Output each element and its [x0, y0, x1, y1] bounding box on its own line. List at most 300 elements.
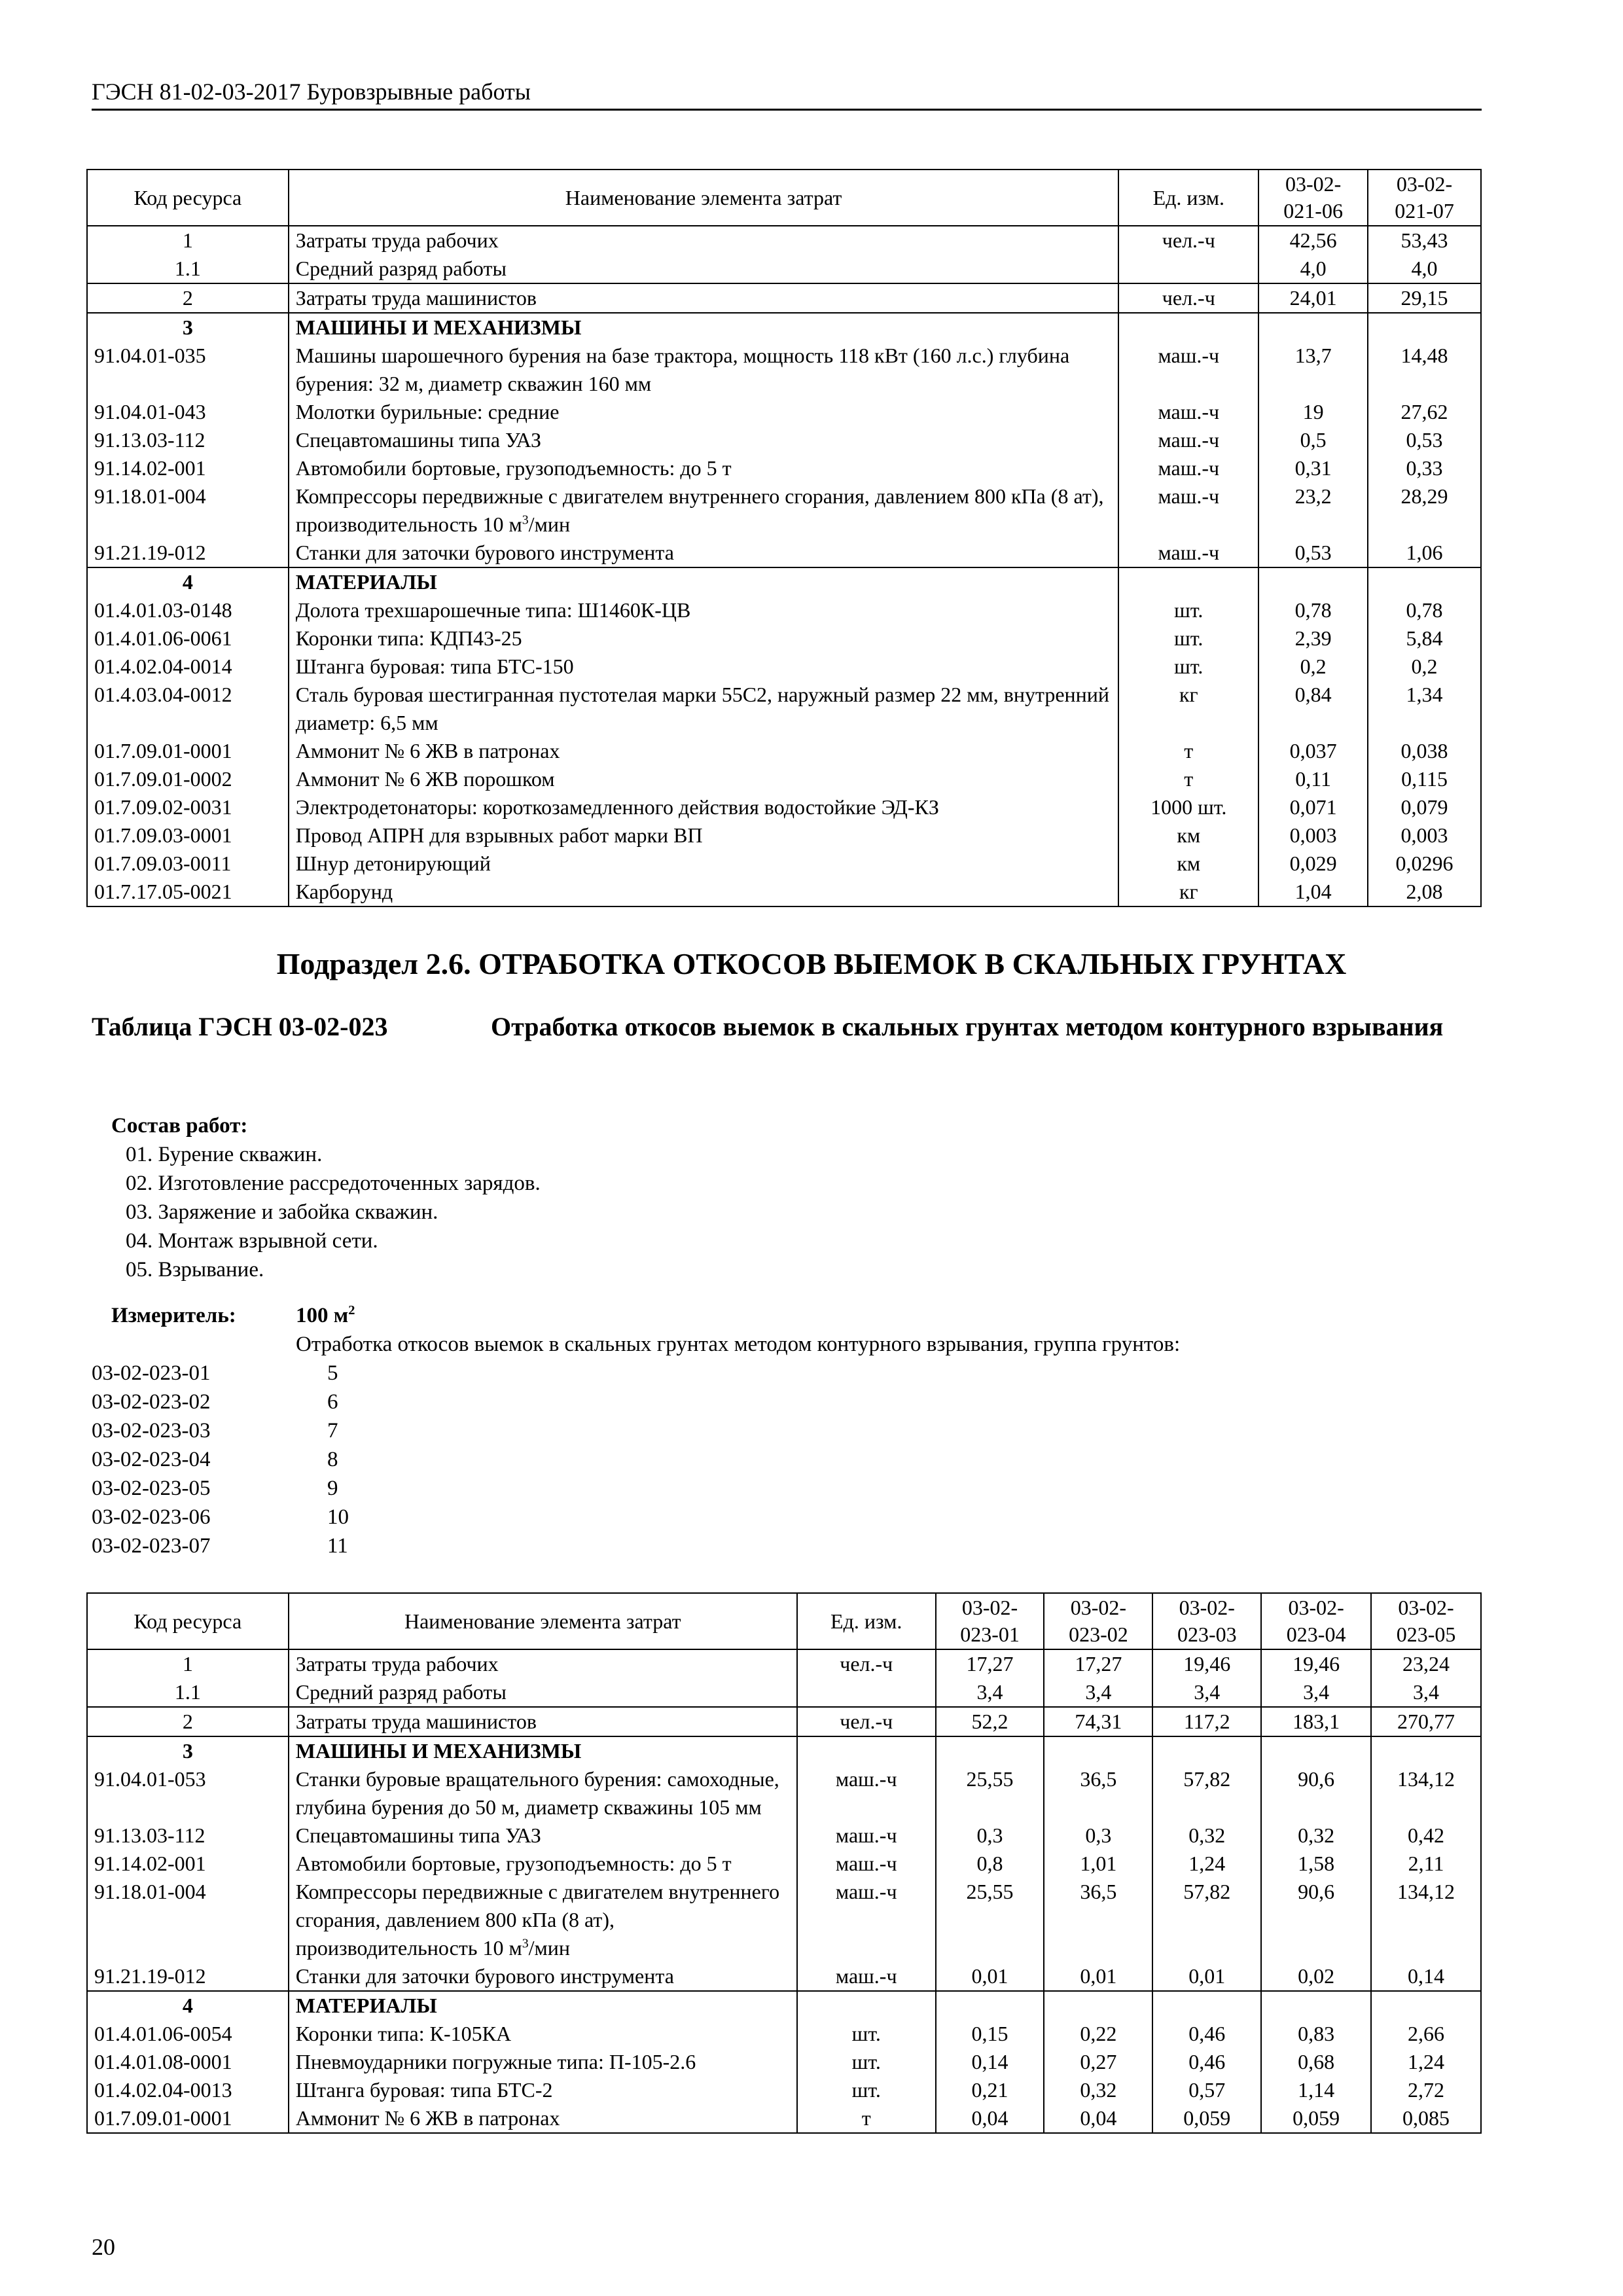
resource-value: 42,56 [1258, 226, 1368, 255]
resource-value: 0,5 [1258, 426, 1368, 454]
resource-value: 0,22 [1044, 2020, 1152, 2048]
resource-value: 0,01 [1044, 1962, 1152, 1991]
resource-name: Шнур детонирующий [289, 850, 1119, 878]
resource-value: 0,78 [1368, 596, 1481, 624]
resource-value: 0,04 [1044, 2104, 1152, 2133]
resource-value [936, 1736, 1044, 1765]
resource-code: 91.13.03-112 [87, 1821, 289, 1850]
resource-value: 270,77 [1371, 1707, 1481, 1736]
resource-unit: кг [1118, 681, 1258, 737]
resource-table-03-02-021 [86, 169, 1482, 907]
resource-value [1258, 567, 1368, 596]
table-row [87, 255, 1481, 283]
resource-value: 25,55 [936, 1765, 1044, 1821]
resource-name: МАШИНЫ И МЕХАНИЗМЫ [289, 313, 1119, 342]
measure-description: Отработка откосов выемок в скальных грунтах методом контурного взрывания, группа грунтов: [296, 1333, 1181, 1356]
resource-code: 1 [87, 1649, 289, 1678]
resource-code: 1.1 [87, 1678, 289, 1707]
resource-code: 91.18.01-004 [87, 482, 289, 539]
resource-value: 0,42 [1371, 1821, 1481, 1850]
resource-unit: шт. [797, 2048, 936, 2076]
resource-value: 19 [1258, 398, 1368, 426]
resource-value: 0,059 [1261, 2104, 1371, 2133]
resource-value: 0,68 [1261, 2048, 1371, 2076]
resource-value: 24,01 [1258, 283, 1368, 313]
running-header: ГЭСН 81-02-03-2017 Буровзрывные работы [92, 77, 1482, 111]
resource-value: 14,48 [1368, 342, 1481, 398]
table-row [87, 878, 1481, 906]
resource-value: 2,39 [1258, 624, 1368, 653]
resource-value: 117,2 [1152, 1707, 1261, 1736]
table-row [87, 653, 1481, 681]
resource-code: 01.7.09.01-0001 [87, 737, 289, 765]
resource-value: 0,8 [936, 1850, 1044, 1878]
table-body [87, 1649, 1481, 2133]
resource-name: МАШИНЫ И МЕХАНИЗМЫ [289, 1736, 797, 1765]
resource-unit [1118, 567, 1258, 596]
header-col: 03-02- 023-05 [1371, 1593, 1481, 1649]
resource-code: 1.1 [87, 255, 289, 283]
resource-unit [797, 1991, 936, 2020]
resource-value: 36,5 [1044, 1765, 1152, 1821]
table-row [87, 342, 1481, 398]
resource-value: 0,0296 [1368, 850, 1481, 878]
measure-row [92, 1445, 484, 1474]
table-row [87, 226, 1481, 255]
resource-code: 01.7.17.05-0021 [87, 878, 289, 906]
resource-name: Станки буровые вращательного бурения: самоходные, глубина бурения до 50 м, диаметр скважины 105 мм [289, 1765, 797, 1821]
measure-row [92, 1416, 484, 1445]
resource-value: 0,57 [1152, 2076, 1261, 2104]
resource-value [1261, 1736, 1371, 1765]
resource-value: 0,003 [1368, 821, 1481, 850]
measure-row [92, 1359, 484, 1388]
resource-value: 19,46 [1261, 1649, 1371, 1678]
resource-unit: шт. [797, 2076, 936, 2104]
resource-value: 2,66 [1371, 2020, 1481, 2048]
resource-name: Молотки бурильные: средние [289, 398, 1119, 426]
table-row [87, 283, 1481, 313]
header-col: 03-02- 021-07 [1368, 170, 1481, 226]
resource-code: 01.7.09.01-0002 [87, 765, 289, 793]
resource-name: МАТЕРИАЛЫ [289, 567, 1119, 596]
resource-value: 0,46 [1152, 2020, 1261, 2048]
resource-unit: чел.-ч [1118, 283, 1258, 313]
measure-code: 03-02-023-04 [92, 1448, 211, 1471]
measure-group: 7 [327, 1419, 338, 1443]
resource-name: Машины шарошечного бурения на базе трактора, мощность 118 кВт (160 л.с.) глубина бурения: 32 м, диаметр скважин 160 мм [289, 342, 1119, 398]
measure-code: 03-02-023-06 [92, 1505, 211, 1529]
resource-unit: маш.-ч [1118, 482, 1258, 539]
resource-unit: маш.-ч [797, 1765, 936, 1821]
resource-value [1368, 567, 1481, 596]
resource-code: 01.4.03.04-0012 [87, 681, 289, 737]
resource-value: 3,4 [936, 1678, 1044, 1707]
table-row [87, 2048, 1481, 2076]
table-row [87, 681, 1481, 737]
resource-unit: т [1118, 765, 1258, 793]
resource-value [1152, 1991, 1261, 2020]
resource-value: 0,21 [936, 2076, 1044, 2104]
measure-group: 11 [327, 1534, 348, 1558]
resource-value: 3,4 [1261, 1678, 1371, 1707]
resource-code: 91.04.01-053 [87, 1765, 289, 1821]
resource-name: Компрессоры передвижные с двигателем внутреннего сгорания, давлением 800 кПа (8 ат), производительность 10 $м^3$/мин [289, 1878, 797, 1962]
resource-name: Автомобили бортовые, грузоподъемность: до 5 т [289, 454, 1119, 482]
resource-value [1152, 1736, 1261, 1765]
header-col: 03-02- 023-01 [936, 1593, 1044, 1649]
resource-value: 0,037 [1258, 737, 1368, 765]
table-row [87, 765, 1481, 793]
resource-value: 0,2 [1258, 653, 1368, 681]
resource-name: Автомобили бортовые, грузоподъемность: до 5 т [289, 1850, 797, 1878]
resource-name: Коронки типа: К-105КА [289, 2020, 797, 2048]
resource-code: 91.14.02-001 [87, 1850, 289, 1878]
resource-value: 1,58 [1261, 1850, 1371, 1878]
table-row [87, 850, 1481, 878]
resource-unit: шт. [1118, 653, 1258, 681]
resource-name: Долота трехшарошечные типа: Ш1460К-ЦВ [289, 596, 1119, 624]
header-col: 03-02- 023-04 [1261, 1593, 1371, 1649]
resource-value: 134,12 [1371, 1765, 1481, 1821]
resource-unit: маш.-ч [797, 1821, 936, 1850]
measure-label: Измеритель: [111, 1304, 236, 1327]
table-row [87, 567, 1481, 596]
resource-value: 0,3 [936, 1821, 1044, 1850]
resource-code: 91.04.01-043 [87, 398, 289, 426]
measure-rows [92, 1359, 484, 1560]
resource-name: Средний разряд работы [289, 1678, 797, 1707]
header-col: 03-02- 023-03 [1152, 1593, 1261, 1649]
resource-unit: т [797, 2104, 936, 2133]
resource-code: 1 [87, 226, 289, 255]
resource-name: Компрессоры передвижные с двигателем внутреннего сгорания, давлением 800 кПа (8 ат), производительность 10 $м^3$/мин [289, 482, 1119, 539]
resource-value [1044, 1736, 1152, 1765]
measure-group: 5 [327, 1361, 338, 1385]
resource-unit: кг [1118, 878, 1258, 906]
resource-code: 91.18.01-004 [87, 1878, 289, 1962]
resource-code: 01.7.09.01-0001 [87, 2104, 289, 2133]
works-item: 04. Монтаж взрывной сети. [126, 1229, 378, 1253]
header-col: 03-02- 023-02 [1044, 1593, 1152, 1649]
measure-code: 03-02-023-07 [92, 1534, 211, 1558]
resource-unit: маш.-ч [1118, 539, 1258, 567]
resource-unit: маш.-ч [797, 1878, 936, 1962]
works-item: 05. Взрывание. [126, 1258, 264, 1282]
resource-unit: км [1118, 821, 1258, 850]
resource-code: 01.4.01.08-0001 [87, 2048, 289, 2076]
resource-code: 3 [87, 313, 289, 342]
resource-name: Средний разряд работы [289, 255, 1119, 283]
resource-value: 0,059 [1152, 2104, 1261, 2133]
table-row [87, 1678, 1481, 1707]
page-number: 20 [92, 2234, 115, 2260]
resource-code: 01.7.09.03-0011 [87, 850, 289, 878]
resource-name: Пневмоударники погружные типа: П-105-2.6 [289, 2048, 797, 2076]
table-row [87, 1707, 1481, 1736]
resource-value: 57,82 [1152, 1765, 1261, 1821]
resource-table-03-02-023 [86, 1592, 1482, 2134]
resource-unit: чел.-ч [797, 1707, 936, 1736]
works-title: Состав работ: [111, 1114, 248, 1138]
works-item: 01. Бурение скважин. [126, 1143, 323, 1166]
table-row [87, 313, 1481, 342]
resource-value: 0,01 [1152, 1962, 1261, 1991]
resource-value: 17,27 [1044, 1649, 1152, 1678]
resource-name: Станки для заточки бурового инструмента [289, 539, 1119, 567]
header-code: Код ресурса [87, 1593, 289, 1649]
resource-name: Карборунд [289, 878, 1119, 906]
measure-code: 03-02-023-03 [92, 1419, 211, 1443]
resource-value: 1,01 [1044, 1850, 1152, 1878]
table-row [87, 482, 1481, 539]
table-row [87, 1649, 1481, 1678]
resource-value [1044, 1991, 1152, 2020]
resource-value: 183,1 [1261, 1707, 1371, 1736]
resource-code: 01.4.02.04-0013 [87, 2076, 289, 2104]
resource-value: 2,72 [1371, 2076, 1481, 2104]
resource-value: 0,32 [1261, 1821, 1371, 1850]
resource-unit: км [1118, 850, 1258, 878]
resource-code: 91.13.03-112 [87, 426, 289, 454]
resource-unit: маш.-ч [1118, 454, 1258, 482]
resource-value: 1,24 [1152, 1850, 1261, 1878]
table-row [87, 454, 1481, 482]
resource-unit: шт. [797, 2020, 936, 2048]
resource-value: 4,0 [1258, 255, 1368, 283]
measure-row [92, 1474, 484, 1503]
resource-value: 23,2 [1258, 482, 1368, 539]
table-row [87, 2020, 1481, 2048]
table-row [87, 2104, 1481, 2133]
resource-unit [797, 1678, 936, 1707]
resource-name: Спецавтомашины типа УАЗ [289, 426, 1119, 454]
resource-unit [797, 1736, 936, 1765]
resource-value: 1,04 [1258, 878, 1368, 906]
resource-name: Электродетонаторы: короткозамедленного действия водостойкие ЭД-КЗ [289, 793, 1119, 821]
resource-unit: шт. [1118, 624, 1258, 653]
table-row [87, 539, 1481, 567]
resource-value: 2,08 [1368, 878, 1481, 906]
resource-code: 01.4.01.03-0148 [87, 596, 289, 624]
resource-value [1368, 313, 1481, 342]
table-header-row [87, 170, 1481, 226]
measure-group: 9 [327, 1477, 338, 1500]
resource-code: 91.14.02-001 [87, 454, 289, 482]
measure-group: 8 [327, 1448, 338, 1471]
resource-value: 0,32 [1044, 2076, 1152, 2104]
resource-unit: чел.-ч [1118, 226, 1258, 255]
resource-unit: маш.-ч [1118, 342, 1258, 398]
header-name: Наименование элемента затрат [289, 170, 1119, 226]
table-label: Таблица ГЭСН 03-02-023 [92, 1012, 388, 1041]
resource-value: 25,55 [936, 1878, 1044, 1962]
resource-value: 23,24 [1371, 1649, 1481, 1678]
resource-value: 134,12 [1371, 1878, 1481, 1962]
resource-value: 0,31 [1258, 454, 1368, 482]
resource-value: 0,071 [1258, 793, 1368, 821]
resource-code: 91.21.19-012 [87, 539, 289, 567]
measure-group: 10 [327, 1505, 349, 1529]
resource-name: Коронки типа: КДП43-25 [289, 624, 1119, 653]
resource-value: 74,31 [1044, 1707, 1152, 1736]
resource-value: 0,27 [1044, 2048, 1152, 2076]
resource-unit [1118, 313, 1258, 342]
resource-value: 0,079 [1368, 793, 1481, 821]
table-row [87, 821, 1481, 850]
measure-row [92, 1503, 484, 1532]
resource-value: 0,029 [1258, 850, 1368, 878]
resource-value: 0,085 [1371, 2104, 1481, 2133]
measure-code: 03-02-023-01 [92, 1361, 211, 1385]
resource-value: 1,34 [1368, 681, 1481, 737]
resource-value: 13,7 [1258, 342, 1368, 398]
measure-row [92, 1532, 484, 1560]
resource-unit: маш.-ч [797, 1962, 936, 1991]
resource-value: 0,038 [1368, 737, 1481, 765]
resource-name: Штанга буровая: типа БТС-150 [289, 653, 1119, 681]
resource-value: 90,6 [1261, 1878, 1371, 1962]
resource-value: 0,003 [1258, 821, 1368, 850]
resource-value: 5,84 [1368, 624, 1481, 653]
measure-code: 03-02-023-02 [92, 1390, 211, 1414]
resource-value: 3,4 [1371, 1678, 1481, 1707]
resource-name: Станки для заточки бурового инструмента [289, 1962, 797, 1991]
resource-value: 28,29 [1368, 482, 1481, 539]
resource-name: Аммонит № 6 ЖВ порошком [289, 765, 1119, 793]
resource-value [1371, 1736, 1481, 1765]
table-row [87, 426, 1481, 454]
resource-value: 0,115 [1368, 765, 1481, 793]
resource-name: Затраты труда рабочих [289, 226, 1119, 255]
resource-unit: маш.-ч [1118, 426, 1258, 454]
measure-group: 6 [327, 1390, 338, 1414]
resource-unit: чел.-ч [797, 1649, 936, 1678]
resource-value: 0,33 [1368, 454, 1481, 482]
resource-value: 1,14 [1261, 2076, 1371, 2104]
table-row [87, 1878, 1481, 1962]
resource-value: 90,6 [1261, 1765, 1371, 1821]
resource-name: Затраты труда машинистов [289, 1707, 797, 1736]
table-row [87, 1765, 1481, 1821]
resource-unit: маш.-ч [797, 1850, 936, 1878]
table-row [87, 596, 1481, 624]
resource-value: 1,06 [1368, 539, 1481, 567]
resource-value: 53,43 [1368, 226, 1481, 255]
resource-value: 52,2 [936, 1707, 1044, 1736]
resource-value: 0,15 [936, 2020, 1044, 2048]
resource-code: 2 [87, 1707, 289, 1736]
resource-value: 27,62 [1368, 398, 1481, 426]
header-col: 03-02- 021-06 [1258, 170, 1368, 226]
resource-value: 0,3 [1044, 1821, 1152, 1850]
table-row [87, 1821, 1481, 1850]
resource-code: 01.4.01.06-0054 [87, 2020, 289, 2048]
resource-value [1258, 313, 1368, 342]
table-body [87, 226, 1481, 906]
resource-value: 0,84 [1258, 681, 1368, 737]
resource-name: Сталь буровая шестигранная пустотелая марки 55С2, наружный размер 22 мм, внутренний диаметр: 6,5 мм [289, 681, 1119, 737]
resource-unit: маш.-ч [1118, 398, 1258, 426]
table-row [87, 737, 1481, 765]
resource-value: 3,4 [1152, 1678, 1261, 1707]
header-name: Наименование элемента затрат [289, 1593, 797, 1649]
resource-value: 0,02 [1261, 1962, 1371, 1991]
resource-value: 1,24 [1371, 2048, 1481, 2076]
resource-value: 0,01 [936, 1962, 1044, 1991]
resource-value [936, 1991, 1044, 2020]
resource-unit [1118, 255, 1258, 283]
resource-unit: т [1118, 737, 1258, 765]
resource-value: 29,15 [1368, 283, 1481, 313]
measure-row [92, 1388, 484, 1416]
resource-code: 4 [87, 567, 289, 596]
table-row [87, 1991, 1481, 2020]
header-code: Код ресурса [87, 170, 289, 226]
resource-name: Штанга буровая: типа БТС-2 [289, 2076, 797, 2104]
measure-value: 100 $м^2$ [296, 1303, 355, 1327]
resource-value: 0,53 [1258, 539, 1368, 567]
resource-code: 01.7.09.03-0001 [87, 821, 289, 850]
resource-value: 0,2 [1368, 653, 1481, 681]
resource-value: 3,4 [1044, 1678, 1152, 1707]
table-row [87, 1736, 1481, 1765]
resource-unit: шт. [1118, 596, 1258, 624]
resource-code: 91.04.01-035 [87, 342, 289, 398]
resource-name: Аммонит № 6 ЖВ в патронах [289, 2104, 797, 2133]
works-composition [111, 1111, 541, 1284]
resource-code: 01.4.01.06-0061 [87, 624, 289, 653]
resource-value: 2,11 [1371, 1850, 1481, 1878]
resource-value: 0,46 [1152, 2048, 1261, 2076]
resource-name: Аммонит № 6 ЖВ в патронах [289, 737, 1119, 765]
resource-value: 0,14 [936, 2048, 1044, 2076]
resource-name: МАТЕРИАЛЫ [289, 1991, 797, 2020]
resource-value: 57,82 [1152, 1878, 1261, 1962]
table-row [87, 1962, 1481, 1991]
resource-value: 17,27 [936, 1649, 1044, 1678]
header-unit: Ед. изм. [1118, 170, 1258, 226]
table-caption: Отработка откосов выемок в скальных грунтах методом контурного взрывания [491, 1012, 1444, 1041]
resource-value: 4,0 [1368, 255, 1481, 283]
table-row [87, 398, 1481, 426]
table-row [87, 2076, 1481, 2104]
resource-name: Затраты труда рабочих [289, 1649, 797, 1678]
resource-value: 0,14 [1371, 1962, 1481, 1991]
resource-value: 0,04 [936, 2104, 1044, 2133]
works-item: 02. Изготовление рассредоточенных зарядов. [126, 1172, 541, 1195]
resource-name: Спецавтомашины типа УАЗ [289, 1821, 797, 1850]
resource-value: 0,78 [1258, 596, 1368, 624]
resource-value [1261, 1991, 1371, 2020]
works-item: 03. Заряжение и забойка скважин. [126, 1200, 438, 1224]
resource-value: 0,11 [1258, 765, 1368, 793]
table-row [87, 624, 1481, 653]
subsection-title: Подраздел 2.6. ОТРАБОТКА ОТКОСОВ ВЫЕМОК В СКАЛЬНЫХ ГРУНТАХ [276, 947, 1347, 980]
resource-name: Затраты труда машинистов [289, 283, 1119, 313]
resource-code: 91.21.19-012 [87, 1962, 289, 1991]
resource-name: Провод АПРН для взрывных работ марки ВП [289, 821, 1119, 850]
resource-value: 0,32 [1152, 1821, 1261, 1850]
resource-value [1371, 1991, 1481, 2020]
resource-value: 36,5 [1044, 1878, 1152, 1962]
resource-unit: 1000 шт. [1118, 793, 1258, 821]
resource-value: 0,83 [1261, 2020, 1371, 2048]
resource-value: 19,46 [1152, 1649, 1261, 1678]
resource-code: 4 [87, 1991, 289, 2020]
resource-code: 01.7.09.02-0031 [87, 793, 289, 821]
table-row [87, 793, 1481, 821]
